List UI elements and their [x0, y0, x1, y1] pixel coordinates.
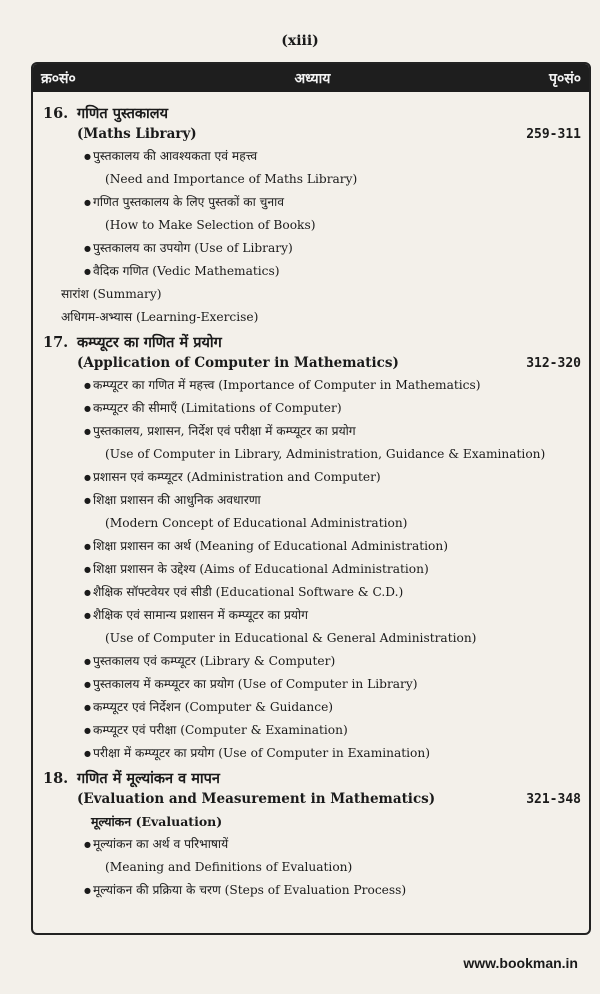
sub-item: मूल्यांकन (Evaluation) [91, 814, 223, 829]
chapter-title-english-row [43, 353, 581, 374]
chapter-page-range: 259-311 [526, 127, 581, 142]
chapter-title-hindi: कम्प्यूटर का गणित में प्रयोग [77, 334, 222, 351]
bullet-item: ● कम्प्यूटर एवं निर्देशन (Computer & Guidance) [43, 696, 581, 719]
bullet-item: ● शैक्षिक सॉफ्टवेयर एवं सीडी (Educational Software & C.D.) [43, 581, 581, 604]
table-header [33, 64, 589, 92]
chapter-page-range: 321-348 [526, 792, 581, 807]
bullet-item: ● परीक्षा में कम्प्यूटर का प्रयोग (Use of Computer in Examination) [43, 742, 581, 765]
header-serial-label: क्र०सं० [41, 70, 76, 87]
bullet-item: ● प्रशासन एवं कम्प्यूटर (Administration and Computer) [43, 466, 581, 489]
header-chapter-label: अध्याय [294, 70, 331, 87]
chapter-page-range: 312-320 [526, 356, 581, 371]
chapter-number: 18. [43, 770, 69, 787]
bullet-item: ● मूल्यांकन का अर्थ व परिभाषायें [43, 833, 581, 856]
sub-item: (How to Make Selection of Books) [105, 218, 316, 232]
sub-item: (Use of Computer in Library, Administration, Guidance & Examination) [105, 447, 546, 461]
page-number: (xiii) [281, 33, 319, 49]
chapter-title-english: (Maths Library) [77, 126, 197, 142]
chapter-heading [43, 333, 581, 353]
contents-body [33, 92, 589, 902]
bullet-item: ● पुस्तकालय की आवश्यकता एवं महत्त्व [43, 145, 581, 168]
section-item: अधिगम-अभ्यास (Learning-Exercise) [61, 310, 259, 324]
bullet-item: ● पुस्तकालय का उपयोग (Use of Library) [43, 237, 581, 260]
sub-item: (Modern Concept of Educational Administration) [105, 516, 408, 530]
bullet-item: ● मूल्यांकन की प्रक्रिया के चरण (Steps of Evaluation Process) [43, 879, 581, 902]
chapter-title-hindi: गणित पुस्तकालय [77, 105, 168, 122]
sub-item: (Need and Importance of Maths Library) [105, 172, 358, 186]
section-item: सारांश (Summary) [61, 287, 162, 301]
chapter-title-hindi: गणित में मूल्यांकन व मापन [77, 770, 220, 787]
bullet-item: ● कम्प्यूटर का गणित में महत्त्व (Importance of Computer in Mathematics) [43, 374, 581, 397]
bullet-item: ● शिक्षा प्रशासन के उद्देश्य (Aims of Educational Administration) [43, 558, 581, 581]
bullet-item: ● शिक्षा प्रशासन का अर्थ (Meaning of Educational Administration) [43, 535, 581, 558]
chapter-heading [43, 769, 581, 789]
bullet-item: ● पुस्तकालय, प्रशासन, निर्देश एवं परीक्षा में कम्प्यूटर का प्रयोग [43, 420, 581, 443]
bullet-item: ● कम्प्यूटर की सीमाएँ (Limitations of Computer) [43, 397, 581, 420]
chapter-title-english: (Application of Computer in Mathematics) [77, 355, 399, 371]
sub-item: (Meaning and Definitions of Evaluation) [105, 860, 353, 874]
bullet-item: ● वैदिक गणित (Vedic Mathematics) [43, 260, 581, 283]
chapter-title-english-row [43, 789, 581, 810]
bullet-item: ● शिक्षा प्रशासन की आधुनिक अवधारणा [43, 489, 581, 512]
bullet-item: ● शैक्षिक एवं सामान्य प्रशासन में कम्प्यूटर का प्रयोग [43, 604, 581, 627]
bullet-item: ● कम्प्यूटर एवं परीक्षा (Computer & Examination) [43, 719, 581, 742]
bullet-item: ● पुस्तकालय में कम्प्यूटर का प्रयोग (Use of Computer in Library) [43, 673, 581, 696]
chapter-title-english: (Evaluation and Measurement in Mathematics) [77, 791, 436, 807]
sub-item: (Use of Computer in Educational & General Administration) [105, 631, 477, 645]
website-footer: www.bookman.in [463, 955, 578, 971]
chapter-number: 16. [43, 105, 69, 122]
bullet-item: ● गणित पुस्तकालय के लिए पुस्तकों का चुनाव [43, 191, 581, 214]
bullet-item: ● पुस्तकालय एवं कम्प्यूटर (Library & Computer) [43, 650, 581, 673]
chapter-number: 17. [43, 334, 69, 351]
chapter-title-english-row [43, 124, 581, 145]
header-page-label: पृ०सं० [549, 70, 581, 87]
contents-table [31, 62, 591, 935]
chapter-heading [43, 104, 581, 124]
